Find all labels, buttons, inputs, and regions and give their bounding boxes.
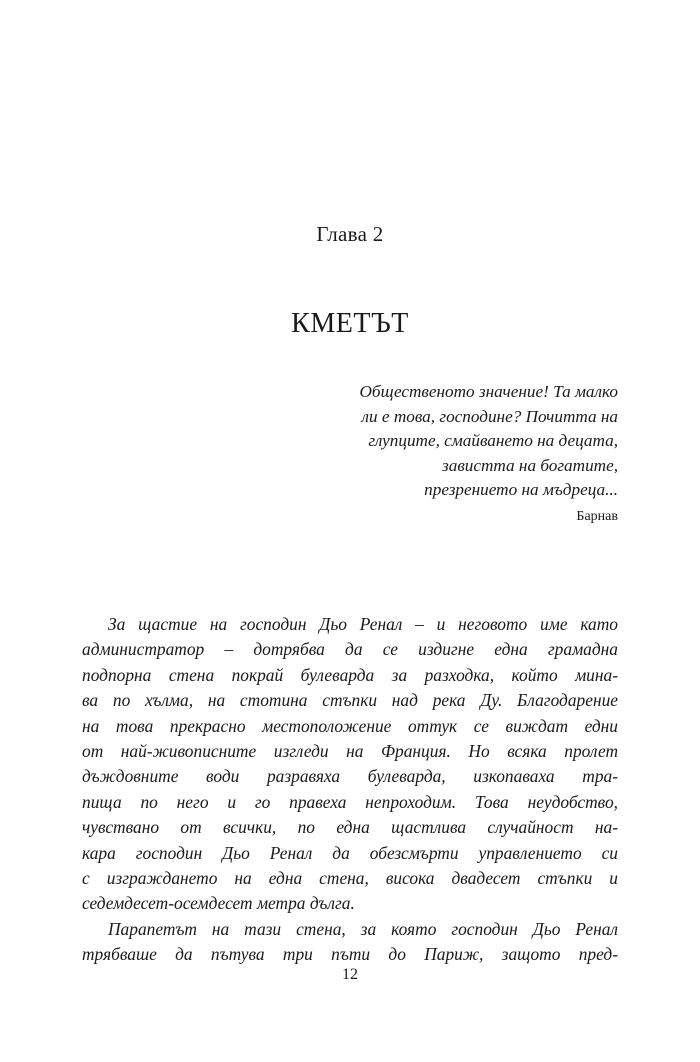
chapter-label: Глава 2 bbox=[316, 222, 384, 246]
epigraph-line: завистта на богатите, bbox=[442, 455, 618, 475]
body-line: кара господин Дьо Ренал да обезсмърти управлението си bbox=[82, 842, 618, 863]
body-line: администратор – дотрябва да се издигне една грамадна bbox=[82, 639, 618, 660]
epigraph-author: Барнав bbox=[576, 509, 618, 524]
body-line: седемдесет-осемдесет метра дълга. bbox=[82, 893, 355, 914]
body-line: дъждовните води разравяха булеварда, изкопаваха тра- bbox=[82, 766, 618, 787]
chapter-title: КМЕТЪТ bbox=[291, 308, 409, 339]
body-line: трябваше да пътува три пъти до Париж, защото пред- bbox=[82, 944, 618, 965]
body-line: За щастие на господин Дьо Ренал – и неговото име като bbox=[108, 614, 618, 634]
body-line: подпорна стена покрай булеварда за разходка, който мина- bbox=[82, 664, 618, 685]
epigraph-line: Общественото значение! Та малко bbox=[359, 382, 618, 401]
body-line: на това прекрасно местоположение оттук се виждат едни bbox=[82, 715, 618, 736]
body-line: Парапетът на тази стена, за която господин Дьо Ренал bbox=[108, 918, 618, 939]
epigraph-line: глупците, смайването на децата, bbox=[368, 431, 618, 451]
body-line: от най-живописните изгледи на Франция. Но всяка пролет bbox=[82, 741, 618, 762]
body-line: пища по него и го правеха непроходим. Това неудобство, bbox=[82, 791, 618, 812]
body-line: с изграждането на една стена, висока двадесет стъпки и bbox=[82, 868, 618, 889]
body-line: чувствано от всички, по една щастлива случайност на- bbox=[82, 817, 618, 838]
page-number: 12 bbox=[342, 966, 358, 983]
body-text bbox=[82, 612, 618, 968]
epigraph-line: ли е това, господине? Почитта на bbox=[361, 406, 618, 426]
epigraph-line: презрението на мъдреца... bbox=[424, 480, 618, 500]
epigraph bbox=[318, 380, 618, 503]
body-line: ва по хълма, на стотина стъпки над река Ду. Благодарение bbox=[82, 690, 618, 711]
